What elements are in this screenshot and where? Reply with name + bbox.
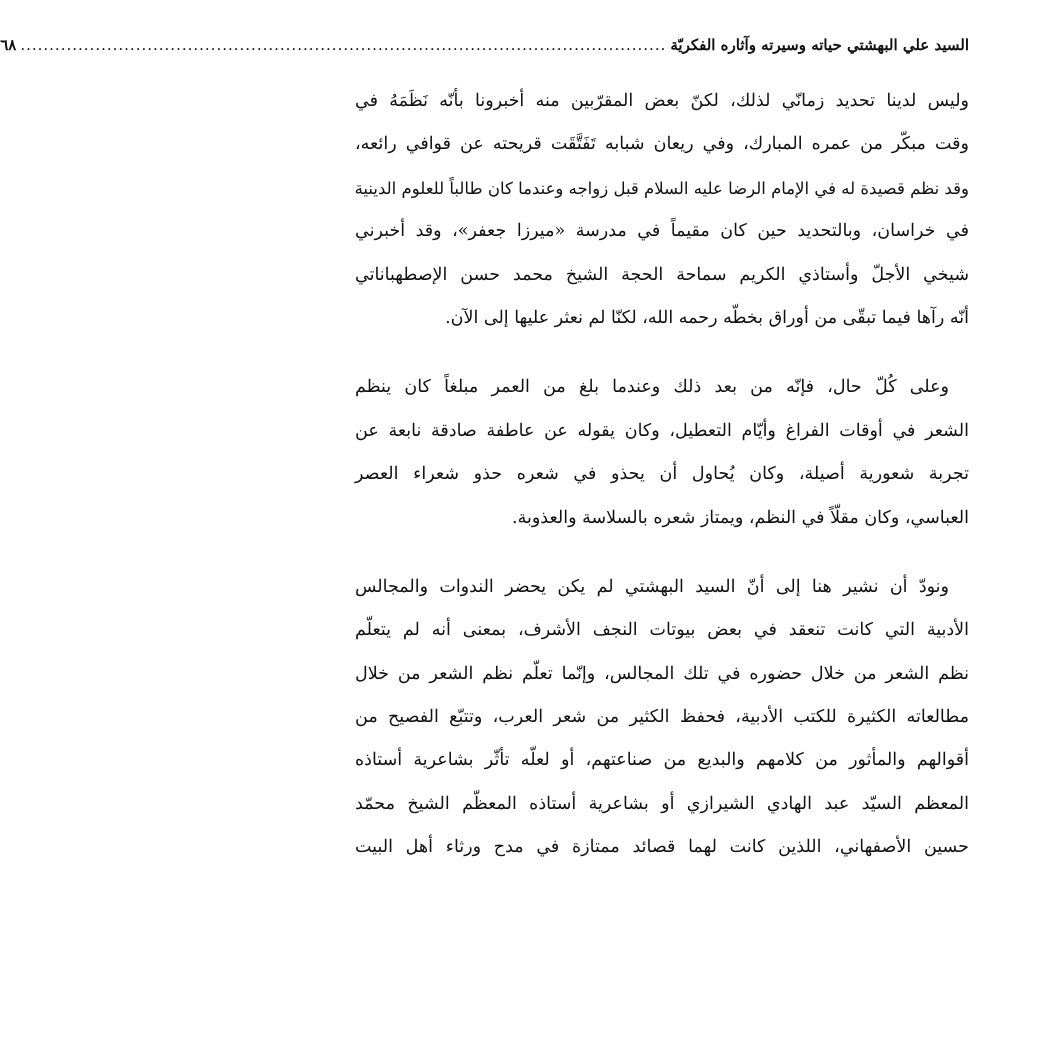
text-line: ونودّ أن نشير هنا إلى أنّ السيد البهشتي لم يكن يحضر الندوات والمجالس (355, 576, 949, 597)
text-line: مطالعاته الكثيرة للكتب الأدبية، فحفظ الكثير من شعر العرب، وتتبّع الفصيح من (355, 707, 969, 728)
running-header-title: السيد علي البهشتي حياته وسيرته وآثاره الفكريّة (670, 36, 969, 54)
text-line: العباسي، وكان مقلّاً في النظم، ويمتاز شعره بالسلاسة والعذوبة. (512, 507, 969, 528)
running-header (0, 32, 969, 58)
text-line: وعلى كُلّ حال، فإنّه من بعد ذلك وعندما بلغ من العمر مبلغاً كان ينظم (355, 377, 949, 398)
paragraph-gap (355, 540, 969, 566)
text-line: وقد نظم قصيدة له في الإمام الرضا عليه السلام قبل زواجه وعندما كان طالباً للعلوم الدينية (354, 178, 969, 198)
paragraph-1 (355, 80, 969, 340)
text-line: تجربة شعورية أصيلة، وكان يُحاول أن يحذو في شعره حذو شعراء العصر (355, 464, 969, 485)
page-number: ٦٨ (0, 36, 17, 54)
text-line: شيخي الأجلّ وأستاذي الكريم سماحة الحجة الشيخ محمد حسن الإصطهباناتي (355, 264, 969, 285)
text-line: الأدبية التي كانت تنعقد في بعض بيوتات النجف الأشرف، بمعنى أنه لم يتعلّم (355, 620, 969, 641)
header-leader-dots: ................................................................................................................ (20, 36, 667, 54)
text-line: الشعر في أوقات الفراغ وأيّام التعطيل، وكان يقوله عن عاطفة صادقة نابعة عن (355, 420, 969, 441)
text-line: المعظم السيّد عبد الهادي الشيرازي أو بشاعرية أستاذه المعظّم الشيخ محمّد (355, 793, 969, 814)
text-line: وليس لدينا تحديد زمانّي لذلك، لكنّ بعض المقرّبين منه أخبرونا بأنّه نَظَمَهُ في (355, 91, 969, 111)
paragraph-2 (355, 366, 969, 540)
text-line: أنّه رآها فيما تبقّى من أوراق بخطّه رحمه الله، لكنّا لم نعثر عليها إلى الآن. (445, 307, 969, 328)
text-line: أقوالهم والمأثور من كلامهم والبديع من صناعتهم، أو لعلّه تأثّر بشاعرية أستاذه (355, 750, 969, 771)
text-line: نظم الشعر من خلال حضوره في تلك المجالس، وإنّما تعلّم نظم الشعر من خلال (355, 663, 969, 684)
text-line: في خراسان، وبالتحديد حين كان مقيماً في مدرسة «ميرزا جعفر»، وقد أخبرني (355, 221, 969, 242)
paragraph-gap (355, 340, 969, 366)
paragraph-3 (355, 566, 969, 870)
text-line: حسين الأصفهاني، اللذين كانت لهما قصائد ممتازة في مدح ورثاء أهل البيت (355, 837, 969, 858)
body-text (355, 80, 969, 870)
text-line: وقت مبكّر من عمره المبارك، وفي ريعان شبابه تَفَتَّقَت قريحته عن قوافي رائعه، (355, 134, 969, 155)
